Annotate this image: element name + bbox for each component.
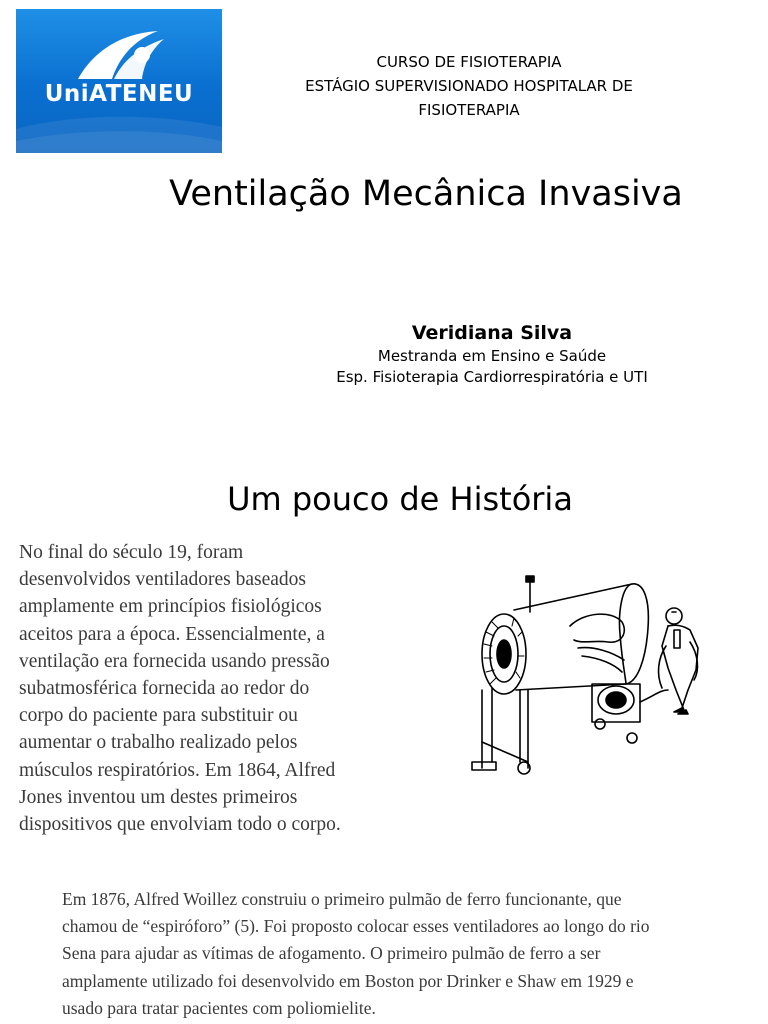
paragraph-line: Jones inventou um destes primeiros — [19, 786, 298, 808]
author-degree: Mestranda em Ensino e Saúde — [377, 347, 607, 365]
paragraph-line: amplamente utilizado foi desenvolvido em Boston por Drinker e Shaw em 1929 e — [62, 970, 634, 991]
logo-text: UniATENEU — [44, 81, 194, 107]
iron-lung-drawing-icon — [462, 572, 724, 782]
page-title: Ventilação Mecânica Invasiva — [169, 174, 683, 214]
paragraph-line: chamou de “espiróforo” (5). Foi proposto colocar esses ventiladores ao longo do rio — [62, 916, 650, 937]
paragraph-line: ventilação era fornecida usando pressão — [19, 650, 330, 672]
section-title: Um pouco de História — [227, 480, 573, 518]
paragraph-line: Sena para ajudar as vítimas de afogamento. O primeiro pulmão de ferro a ser — [62, 943, 601, 964]
paragraph-line: dispositivos que envolviam todo o corpo. — [19, 814, 341, 836]
author-name: Veridiana Silva — [411, 322, 573, 344]
uniateneu-logo — [16, 9, 222, 153]
header-line: ESTÁGIO SUPERVISIONADO HOSPITALAR DE — [305, 77, 633, 95]
header-line: FISIOTERAPIA — [418, 101, 520, 119]
paragraph-line: subatmosférica fornecida ao redor do — [19, 678, 310, 700]
paragraph-line: usado para tratar pacientes com poliomielite. — [62, 997, 376, 1018]
paragraph-line: corpo do paciente para substituir ou — [19, 705, 298, 727]
paragraph-line: músculos respiratórios. Em 1864, Alfred — [19, 759, 336, 781]
paragraph-line: No final do século 19, foram — [19, 542, 244, 563]
header-line: CURSO DE FISIOTERAPIA — [376, 53, 562, 71]
history-paragraph-2 — [62, 886, 742, 1022]
history-paragraph-1 — [19, 539, 397, 838]
paragraph-line: aumentar o trabalho realizado pelos — [19, 732, 298, 754]
paragraph-line: desenvolvidos ventiladores baseados — [19, 569, 307, 591]
paragraph-line: Em 1876, Alfred Woillez construiu o primeiro pulmão de ferro funcionante, que — [62, 889, 622, 909]
author-specialty: Esp. Fisioterapia Cardiorrespiratória e UTI — [336, 368, 648, 386]
iron-lung-illustration — [462, 572, 724, 782]
course-header — [280, 50, 658, 122]
author-block — [300, 320, 684, 388]
paragraph-line: amplamente em princípios fisiológicos — [19, 596, 322, 618]
paragraph-line: aceitos para a época. Essencialmente, a — [19, 623, 325, 645]
